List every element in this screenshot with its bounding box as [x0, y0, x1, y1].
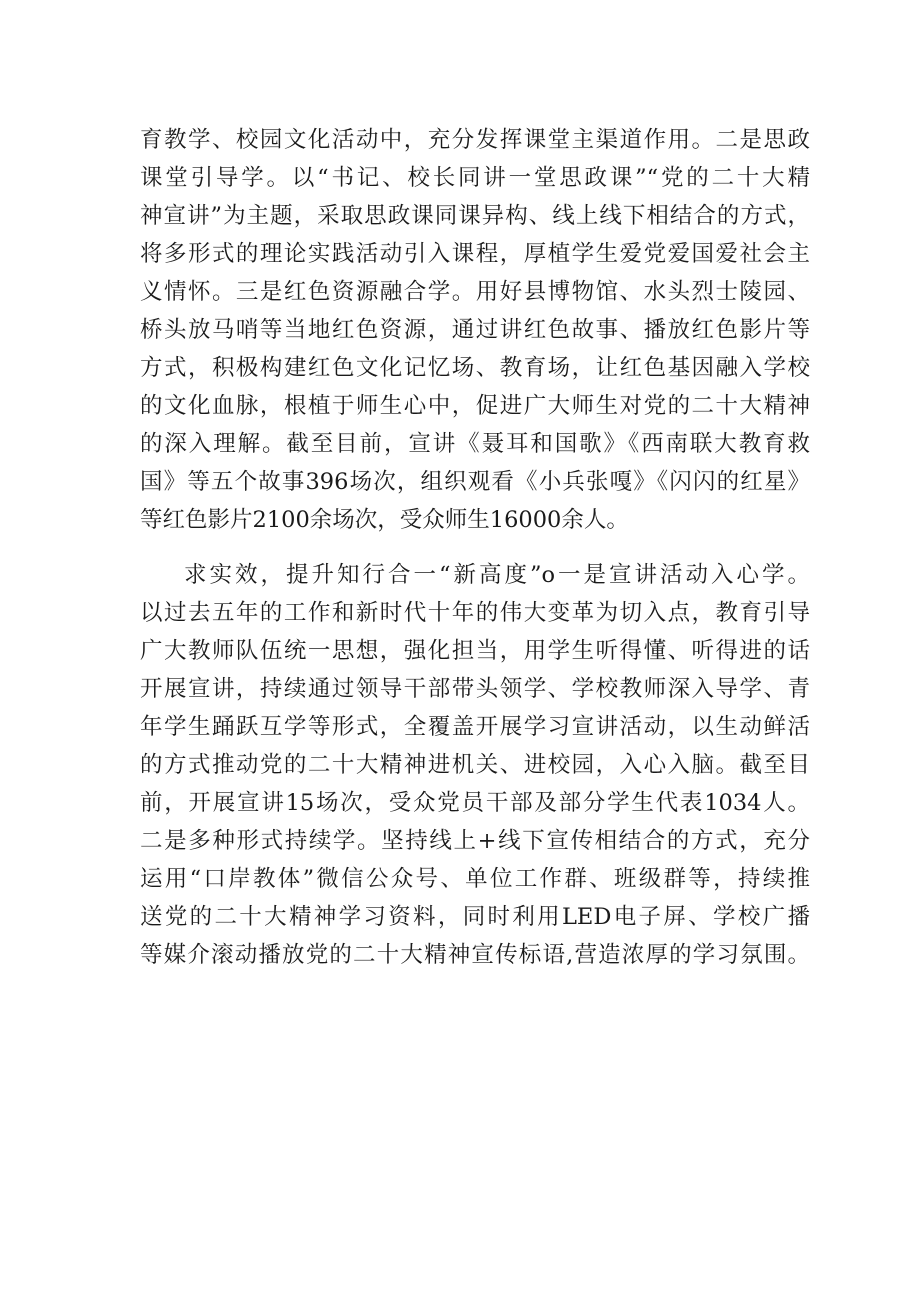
paragraph-start-line: 求实效，提升知行合一“新高度”o一是宣讲活动入心学。: [184, 562, 810, 588]
text-line: 等媒介滚动播放党的二十大精神宣传标语,营造浓厚的学习氛围。: [140, 942, 810, 968]
text-line: 广大教师队伍统一思想，强化担当，用学生听得懂、听得进的话: [140, 638, 810, 664]
text-line: 的方式推动党的二十大精神进机关、进校园，入心入脑。截至目: [140, 752, 810, 778]
text-line: 桥头放马哨等当地红色资源，通过讲红色故事、播放红色影片等: [140, 317, 810, 343]
text-line: 年学生踊跃互学等形式，全覆盖开展学习宣讲活动，以生动鲜活: [140, 714, 810, 740]
text-line: 育教学、校园文化活动中，充分发挥课堂主渠道作用。二是思政: [140, 127, 810, 153]
text-line: 以过去五年的工作和新时代十年的伟大变革为切入点，教育引导: [140, 600, 810, 626]
text-line: 的深入理解。截至目前，宣讲《聂耳和国歌》《西南联大教育救: [140, 431, 810, 457]
body-text: [140, 121, 810, 974]
text-line: 课堂引导学。以“书记、校长同讲一堂思政课”“党的二十大精: [140, 165, 810, 191]
text-line: 神宣讲”为主题，采取思政课同课异构、线上线下相结合的方式，: [140, 203, 810, 229]
text-line: 方式，积极构建红色文化记忆场、教育场，让红色基因融入学校: [140, 355, 810, 381]
paragraph-end-line: 等红色影片2100余场次，受众师生16000余人。: [140, 507, 629, 533]
text-line: 国》等五个故事396场次，组织观看《小兵张嘎》《闪闪的红星》: [140, 469, 810, 495]
text-line: 义情怀。三是红色资源融合学。用好县博物馆、水头烈士陵园、: [140, 279, 810, 305]
text-line: 开展宣讲，持续通过领导干部带头领学、学校教师深入导学、青: [140, 676, 810, 702]
text-line: 二是多种形式持续学。坚持线上+线下宣传相结合的方式，充分: [140, 828, 810, 854]
text-line: 将多形式的理论实践活动引入课程，厚植学生爱党爱国爱社会主: [140, 241, 810, 267]
text-line: 的文化血脉，根植于师生心中，促进广大师生对党的二十大精神: [140, 393, 810, 419]
text-line: 前，开展宣讲15场次，受众党员干部及部分学生代表1034人。: [140, 790, 810, 816]
text-line: 运用“口岸教体”微信公众号、单位工作群、班级群等，持续推: [140, 866, 810, 892]
text-line: 送党的二十大精神学习资料，同时利用LED电子屏、学校广播: [140, 904, 810, 930]
